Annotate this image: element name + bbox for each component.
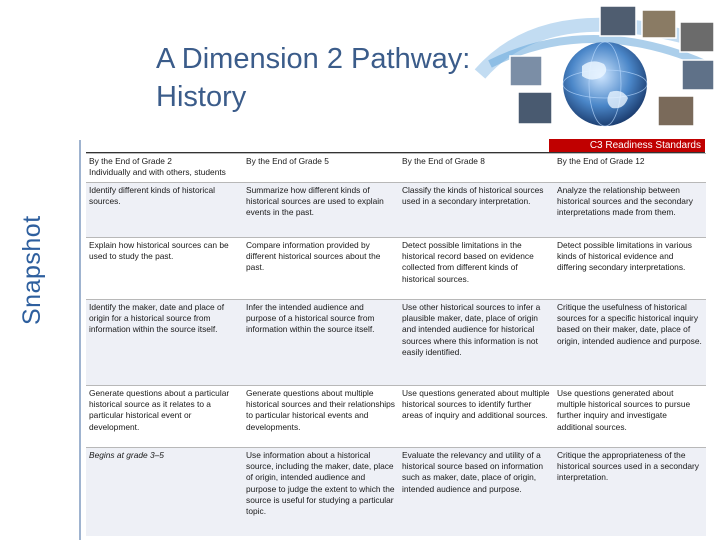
table-cell: Critique the usefulness of historical sources for a specific historical inquiry based on their maker, date, place of origin, intended audience and purpose. (554, 300, 706, 386)
table-cell: Explain how historical sources can be used to study the past. (86, 238, 243, 300)
column-header-grade-8: By the End of Grade 8 (399, 154, 554, 183)
table-cell: Classify the kinds of historical sources used in a secondary interpretation. (399, 183, 554, 238)
table-cell: Identify different kinds of historical sources. (86, 183, 243, 238)
page-title (156, 40, 470, 116)
grade2-note: Individually and with others, students (89, 167, 226, 178)
table-cell: Evaluate the relevancy and utility of a historical source based on information such as maker, date, place of origin, intended audience and purpose. (399, 448, 554, 536)
column-header-grade-2 (86, 154, 243, 183)
table-cell: Use information about a historical source, including the maker, date, place of origin, intended audience and purpose to judge the extent to which the source is useful for studying a particular topic. (243, 448, 399, 536)
table-cell: Use questions generated about multiple historical sources to pursue further inquiry and investigate additional sources. (554, 386, 706, 448)
sidebar-divider (79, 140, 81, 540)
table-row (86, 238, 706, 300)
sidebar-panel (0, 140, 80, 540)
standards-table (86, 153, 706, 536)
table-cell: Use questions generated about multiple historical sources to identify further areas of inquiry and additional sources. (399, 386, 554, 448)
c3-readiness-badge: C3 Readiness Standards (549, 139, 705, 153)
table-row (86, 448, 706, 536)
header-illustration (470, 4, 720, 130)
table-cell: Generate questions about a particular historical source as it relates to a particular historical event or development. (86, 386, 243, 448)
table-row (86, 183, 706, 238)
table-cell: Identify the maker, date and place of origin for a historical source from information within the source itself. (86, 300, 243, 386)
table-row (86, 300, 706, 386)
table-cell: Detect possible limitations in various kinds of historical evidence and differing secondary interpretations. (554, 238, 706, 300)
table-cell: Critique the appropriateness of the historical sources used in a secondary interpretation. (554, 448, 706, 536)
table-cell: Generate questions about multiple historical sources and their relationships to particular historical events and developments. (243, 386, 399, 448)
page-title-line1: A Dimension 2 Pathway: (156, 43, 471, 75)
column-header-label: By the End of Grade 2 (89, 156, 172, 166)
table-cell: Summarize how different kinds of historical sources are used to explain events in the past. (243, 183, 399, 238)
table-cell: Detect possible limitations in the historical record based on evidence collected from different kinds of historical sources. (399, 238, 554, 300)
table-cell: Compare information provided by different historical sources about the past. (243, 238, 399, 300)
globe-icon (563, 42, 647, 126)
table-header-row (86, 154, 706, 183)
table-row (86, 386, 706, 448)
table-cell: Begins at grade 3–5 (86, 448, 243, 536)
column-header-grade-12: By the End of Grade 12 (554, 154, 706, 183)
table-cell: Infer the intended audience and purpose of a historical source from information within the source itself. (243, 300, 399, 386)
table-cell: Use other historical sources to infer a plausible maker, date, place of origin and intended audience for historical sources where this information is not easily identified. (399, 300, 554, 386)
page-title-line2: History (156, 81, 247, 113)
column-header-grade-5: By the End of Grade 5 (243, 154, 399, 183)
snapshot-label: Snapshot (18, 215, 46, 325)
table-cell: Analyze the relationship between historical sources and the secondary interpretations made from them. (554, 183, 706, 238)
